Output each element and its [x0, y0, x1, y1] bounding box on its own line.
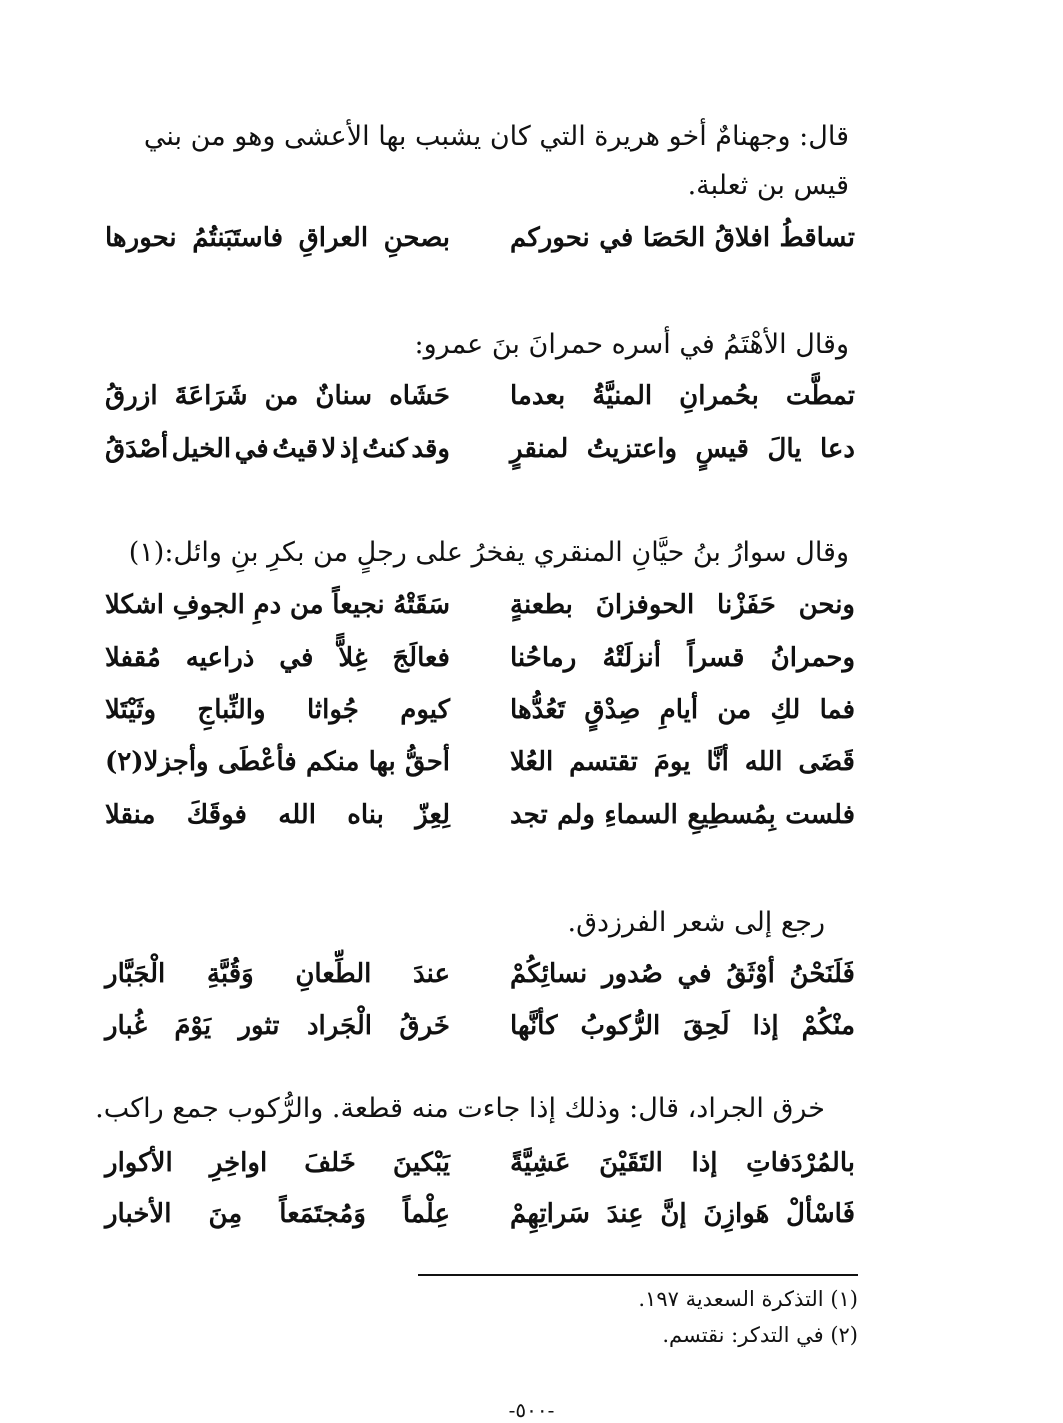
verse-word: بحُمرانِ: [679, 381, 759, 411]
verse-word: من: [264, 381, 299, 411]
verse-word: مُقفلا: [105, 643, 161, 673]
verse-word: واعتزيتُ: [586, 434, 678, 464]
verse-word: فوقَكَ: [186, 800, 247, 830]
verse-word: بعدما: [510, 381, 566, 411]
verse-word: العُلا: [510, 747, 554, 777]
verse-word: دمِ: [253, 590, 282, 620]
prose-line: قال: وجهنامٌ أخو هريرة التي كان يشبب بها الأعشى وهو من بني: [143, 121, 849, 152]
verse-word: الجوفِ: [172, 590, 245, 620]
verse-word: ولم: [557, 800, 595, 830]
verse-hemistich-second: [105, 690, 450, 730]
verse-line: [105, 954, 855, 994]
verse-word: في: [599, 223, 634, 253]
verse-word: أنَّا: [706, 747, 729, 777]
verse-word: من: [289, 590, 324, 620]
verse-word: الله: [744, 747, 783, 777]
verse-word: افلاقُ: [714, 223, 771, 253]
prose-line: قيس بن ثعلبة.: [687, 170, 849, 201]
verse-word: غُبار: [105, 1011, 147, 1041]
verse-word: نسائِكُمْ: [510, 959, 588, 989]
prose-line: رجع إلى شعر الفرزدق.: [567, 907, 825, 938]
verse-word: نحورها: [105, 223, 177, 253]
verse-word: خَرقُ: [399, 1011, 450, 1041]
verse-word: فلست: [785, 800, 855, 830]
verse-word: يَوْمَ: [174, 1011, 212, 1041]
verse-word: التَقَيْنَ: [599, 1148, 663, 1178]
verse-word: منقلا: [105, 800, 156, 830]
verse-word: إذ: [339, 434, 359, 464]
verse-line: [105, 795, 855, 835]
verse-word: نحوركم: [510, 223, 590, 253]
verse-line: [105, 585, 855, 625]
verse-word: فما: [819, 695, 855, 725]
verse-word: حَشَاه: [389, 381, 450, 411]
verse-word: الْجَراد: [306, 1011, 373, 1041]
verse-hemistich-second: [105, 638, 450, 678]
page-number: -٥٠٠-: [508, 1398, 555, 1422]
verse-word: دعا: [819, 434, 855, 464]
verse-word: بناه: [347, 800, 384, 830]
verse-word: صُدور: [601, 959, 663, 989]
verse-word: إنَّ: [660, 1199, 687, 1229]
verse-word: لَحِقَ: [683, 1011, 730, 1041]
verse-word: عِلْماً: [402, 1199, 450, 1229]
verse-word: فعالَجَ: [392, 643, 450, 673]
verse-word: أصْدَقُ: [105, 434, 169, 464]
verse-word: عندَ: [412, 959, 450, 989]
verse-word: والنِّباجِ: [197, 695, 266, 725]
verse-word: تثور: [238, 1011, 280, 1041]
verse-word: الطِّعانِ: [295, 959, 372, 989]
verse-hemistich-first: [510, 1143, 855, 1183]
verse-line: [105, 690, 855, 730]
verse-word: هَوازِنَ: [703, 1199, 770, 1229]
verse-word: خَلفَ: [304, 1148, 356, 1178]
verse-word: سَراتِهِمْ: [510, 1199, 590, 1229]
verse-word: فأعْطَى: [217, 747, 297, 777]
verse-hemistich-second: [105, 376, 450, 416]
verse-word: شَرَاعَةَ: [174, 381, 248, 411]
verse-hemistich-second: [105, 1143, 450, 1183]
verse-word: في: [279, 643, 314, 673]
verse-word: الأخبار: [105, 1199, 172, 1229]
verse-word: بها: [368, 747, 396, 777]
verse-line: [105, 1143, 855, 1183]
verse-word: عَشِيَّةً: [510, 1148, 571, 1178]
verse-line: [105, 1194, 855, 1234]
verse-word: فَلَنَحْنُ: [789, 959, 855, 989]
verse-word: تمطَّت: [785, 381, 855, 411]
verse-hemistich-second: [105, 429, 450, 469]
verse-word: العراقِ: [298, 223, 369, 253]
verse-hemistich-first: [510, 1194, 855, 1234]
verse-word: بصحنِ: [383, 223, 450, 253]
verse-word: فاستَبَنتُمُ: [192, 223, 284, 253]
verse-word: الله: [278, 800, 316, 830]
verse-word: منْكُمْ: [801, 1011, 855, 1041]
verse-word: سَقَتْهُ: [393, 590, 450, 620]
verse-word: تقتسم: [569, 747, 638, 777]
verse-word: ونحن: [798, 590, 855, 620]
verse-word: يَبْكينَ: [392, 1148, 450, 1178]
footnote: (٢) في التدكر: نقتسم.: [662, 1323, 858, 1347]
verse-word: أنزلَتْهُ: [602, 643, 661, 673]
verse-word: وأجزلا(٢): [105, 747, 209, 777]
prose-line: وقال سوارُ بنُ حيَّانِ المنقري يفخرُ على رجلٍ من بكرِ بنِ وائل:(١): [128, 537, 849, 568]
verse-word: قيتُ: [272, 434, 319, 464]
verse-word: الأكوار: [105, 1148, 173, 1178]
verse-hemistich-first: [510, 218, 855, 258]
verse-hemistich-second: [105, 1194, 450, 1234]
verse-hemistich-second: [105, 1006, 450, 1046]
verse-word: مِنَ: [208, 1199, 243, 1229]
verse-hemistich-first: [510, 585, 855, 625]
verse-word: وثَيْتَلا: [105, 695, 157, 725]
verse-word: بالمُرْدَفاتِ: [746, 1148, 855, 1178]
verse-hemistich-first: [510, 690, 855, 730]
verse-word: ازرقُ: [105, 381, 158, 411]
verse-hemistich-first: [510, 376, 855, 416]
verse-word: قيسٍ: [695, 434, 749, 464]
verse-word: وقد: [411, 434, 450, 464]
verse-word: نجيعاً: [332, 590, 385, 620]
verse-hemistich-second: [105, 218, 450, 258]
verse-word: يومَ: [653, 747, 691, 777]
verse-hemistich-first: [510, 1006, 855, 1046]
verse-word: لا: [321, 434, 337, 464]
verse-word: كأنَّها: [510, 1011, 558, 1041]
verse-hemistich-first: [510, 429, 855, 469]
verse-word: الحوفزانَ: [595, 590, 695, 620]
verse-word: تساقطُ: [779, 223, 855, 253]
footnote: (١) التذكرة السعدية ١٩٧.: [638, 1287, 858, 1311]
verse-word: عِندَ: [606, 1199, 644, 1229]
verse-word: وَمُجتَمَعاً: [279, 1199, 366, 1229]
verse-line: [105, 218, 855, 258]
verse-hemistich-first: [510, 742, 855, 782]
verse-word: قَضَى: [798, 747, 855, 777]
verse-word: إذا: [691, 1148, 718, 1178]
verse-line: [105, 429, 855, 469]
verse-word: أحقُّ: [405, 747, 450, 777]
verse-word: رماحُنا: [510, 643, 577, 673]
verse-word: لمنقرٍ: [510, 434, 569, 464]
verse-word: حَفَزْنا: [717, 590, 776, 620]
verse-line: [105, 742, 855, 782]
verse-word: أيامِ: [659, 695, 699, 725]
verse-hemistich-second: [105, 795, 450, 835]
verse-hemistich-first: [510, 638, 855, 678]
verse-hemistich-second: [105, 742, 450, 782]
verse-word: قسراً: [687, 643, 745, 673]
verse-word: لكِ: [770, 695, 801, 725]
verse-word: ذراعيه: [185, 643, 255, 673]
verse-word: السماءِ: [604, 800, 678, 830]
verse-word: من: [717, 695, 752, 725]
verse-word: جُواثا: [306, 695, 359, 725]
verse-line: [105, 638, 855, 678]
verse-word: في: [677, 959, 712, 989]
verse-word: غِلاًّ: [338, 643, 368, 673]
verse-word: صِدْقٍ: [584, 695, 641, 725]
verse-word: الخيل: [171, 434, 232, 464]
verse-hemistich-first: [510, 795, 855, 835]
verse-hemistich-first: [510, 954, 855, 994]
verse-word: اواخِرِ: [209, 1148, 268, 1178]
verse-line: [105, 376, 855, 416]
verse-word: كيوم: [400, 695, 450, 725]
verse-word: فَاسْألْ: [786, 1199, 855, 1229]
verse-word: الحَصَا: [642, 223, 706, 253]
verse-word: أوْثَقُ: [726, 959, 775, 989]
verse-word: المنيَّةُ: [592, 381, 653, 411]
prose-line: خرق الجراد، قال: وذلك إذا جاءت منه قطعة. والرُّكوب جمع راكب.: [95, 1093, 825, 1124]
verse-word: كنتُ: [362, 434, 408, 464]
verse-word: وَقُبَّةِ: [206, 959, 254, 989]
prose-line: وقال الأهْتَمُ في أسره حمرانَ بنَ عمرو:: [414, 329, 849, 360]
verse-word: تجد: [510, 800, 548, 830]
verse-word: تَعُدُّها: [510, 695, 566, 725]
verse-word: يالَ: [767, 434, 802, 464]
footnote-separator: [418, 1274, 858, 1276]
verse-word: سنانٌ: [315, 381, 373, 411]
verse-hemistich-second: [105, 954, 450, 994]
verse-word: الْجَبَّار: [105, 959, 166, 989]
verse-line: [105, 1006, 855, 1046]
verse-word: إذا: [752, 1011, 779, 1041]
verse-word: لِعِزّ: [415, 800, 450, 830]
verse-word: بِمُسطِيعِ: [687, 800, 776, 830]
verse-word: وحمرانُ: [770, 643, 855, 673]
verse-word: الرُّكوبُ: [580, 1011, 661, 1041]
verse-word: بطعنةٍ: [510, 590, 573, 620]
verse-hemistich-second: [105, 585, 450, 625]
verse-word: في: [234, 434, 269, 464]
verse-word: منكم: [305, 747, 360, 777]
verse-word: اشكلا: [105, 590, 164, 620]
